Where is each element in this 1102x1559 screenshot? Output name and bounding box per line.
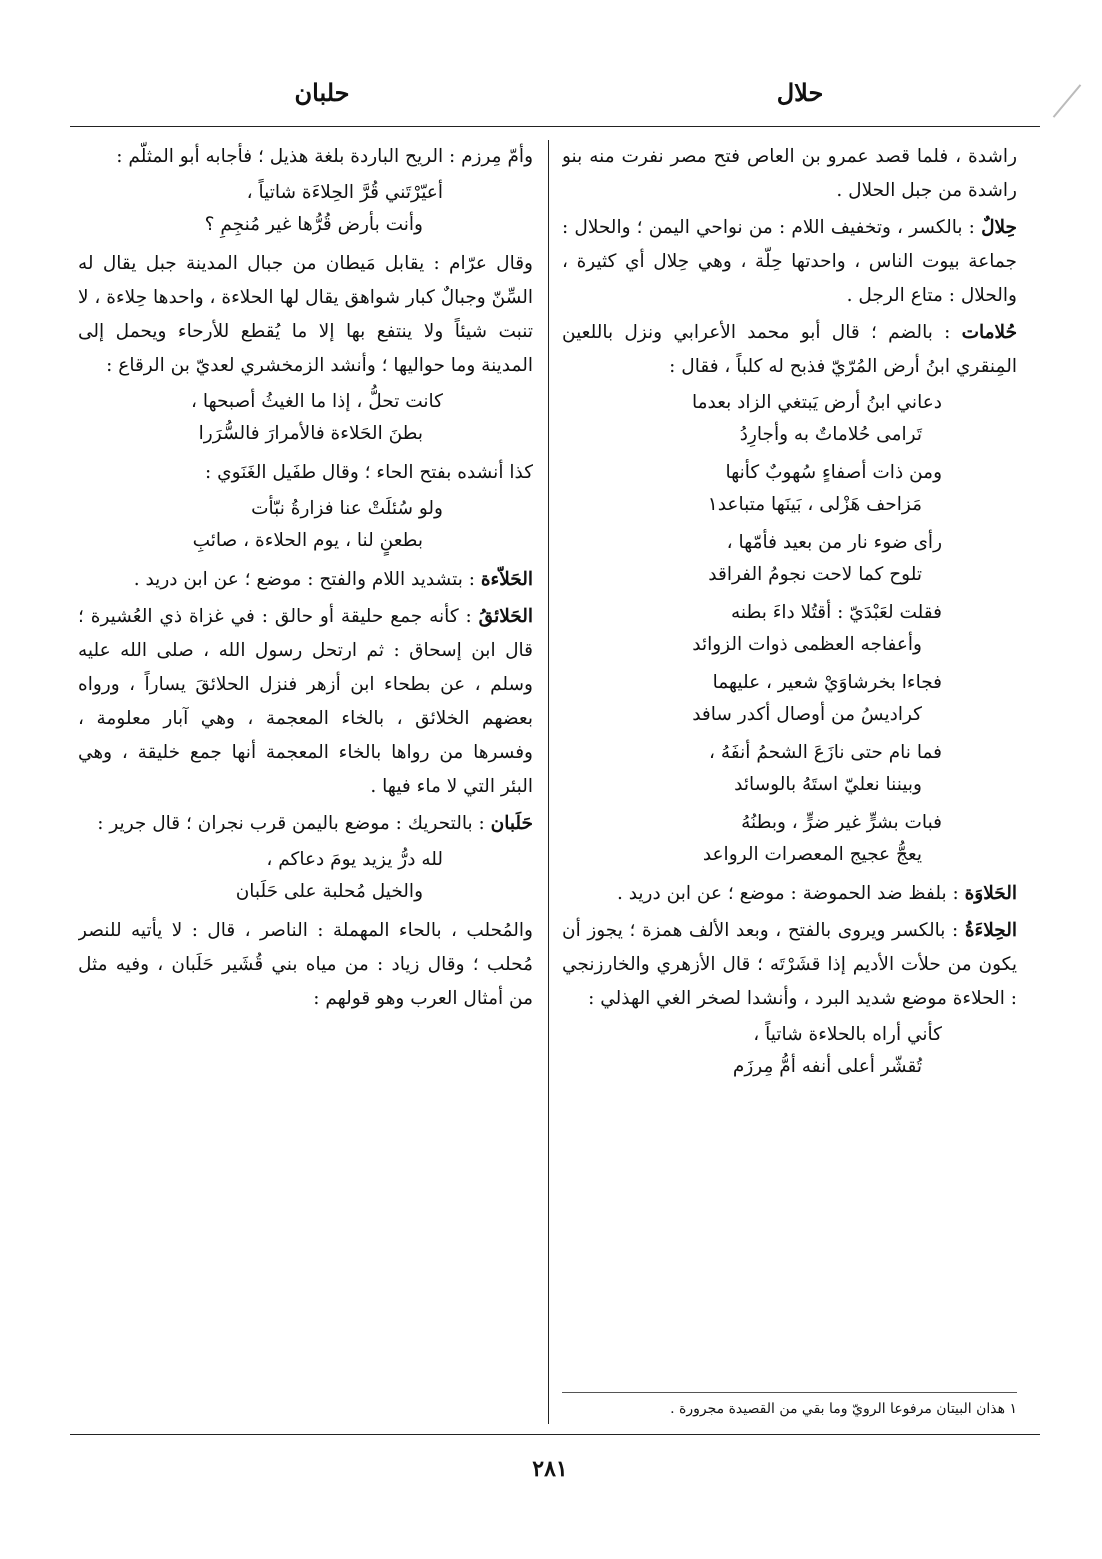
entry-paragraph xyxy=(78,914,533,1016)
verse-second-hemistich: يعجُّ عجيج المعصرات الرواعد xyxy=(702,844,922,865)
headword: الحَلاّءة xyxy=(480,569,533,590)
headword: الحِلاءَةُ xyxy=(964,920,1017,941)
entry-paragraph xyxy=(562,140,1017,208)
verse-second-hemistich: بطعنٍ لنا ، يوم الحلاءة ، صائبِ xyxy=(192,530,423,551)
headword: الحَلاوَة xyxy=(964,883,1017,904)
right-column xyxy=(562,140,1017,1425)
headword: حِلالٌ xyxy=(981,217,1017,238)
verse-first-hemistich: فما نام حتى نازَعَ الشحمُ أنفَهُ ، xyxy=(709,742,942,763)
verse-first-hemistich: فجاءا بخرشاوَيْ شعير ، عليهما xyxy=(712,672,942,693)
footer-rule xyxy=(70,1434,1040,1435)
entry-text: والمُحلب ، بالحاء المهملة : الناصر ، قال : لا يأتيه للنصر مُحلب ؛ وقال زياد : من مياه بني قُشَير حَلَبان ، وفيه مثل من أمثال العرب وهو قولهم : xyxy=(78,920,533,1009)
page-number: ٢٨١ xyxy=(532,1456,568,1482)
verse-second-hemistich: وبيننا نعليّ استَهُ بالوسائد xyxy=(734,774,922,795)
left-column xyxy=(78,140,533,1425)
footnote: ١ هذان البيتان مرفوعا الرويّ وما بقي من القصيدة مجرورة . xyxy=(562,1392,1017,1419)
verse xyxy=(78,177,533,241)
entry-text: : بالكسر ويروى بالفتح ، وبعد الألف همزة ؛ يجوز أن يكون من حلأت الأديم إذا قشَرْتَه ؛ قال الأزهري والخارزنجي : الحلاءة موضع شديد البرد ، وأنشدا لصخر الغي الهذلي : xyxy=(562,920,1017,1009)
entry-paragraph xyxy=(78,563,533,597)
verse-second-hemistich: بطنَ الحَلاءة فالأمرارَ فالسُّرَرا xyxy=(198,423,423,444)
entry-text: : بالتحريك : موضع باليمن قرب نجران ؛ قال جرير : xyxy=(97,813,491,834)
entry-paragraph xyxy=(78,456,533,490)
verse-second-hemistich: والخيل مُحلبة على حَلَبان xyxy=(235,881,423,902)
entry-paragraph xyxy=(78,807,533,841)
verse xyxy=(562,597,1017,661)
verse xyxy=(78,493,533,557)
entry-text: : بالضم ؛ قال أبو محمد الأعرابي ونزل باللعين المِنقري ابنُ أرض المُرّيّ فذبح له كلباً ، فقال : xyxy=(562,322,1017,377)
verse xyxy=(562,387,1017,451)
verse xyxy=(78,844,533,908)
verse-second-hemistich: مَزاحف هَزْلى ، بَينَها متباعد١ xyxy=(707,494,922,515)
verse-first-hemistich: ومن ذات أصفاءٍ سُهوبٌ كأنها xyxy=(725,462,942,483)
verse xyxy=(78,386,533,450)
verse xyxy=(562,737,1017,801)
verse xyxy=(562,457,1017,521)
entry-paragraph xyxy=(78,247,533,383)
verse-second-hemistich: تُقشّر أعلى أنفه أمُّ مِرزَم xyxy=(732,1056,922,1077)
entry-paragraph xyxy=(78,600,533,804)
verse xyxy=(562,807,1017,871)
entry-paragraph xyxy=(562,316,1017,384)
running-header-left: حلبان xyxy=(294,78,350,107)
header-rule xyxy=(70,126,1040,127)
verse-second-hemistich: تَرامى حُلاماتٌ به وأجارِدُ xyxy=(739,424,922,445)
verse-first-hemistich: فبات بشرٍّ غير ضرٍّ ، وبطنُهُ xyxy=(741,812,942,833)
verse-second-hemistich: تلوح كما لاحت نجومُ الفراقد xyxy=(708,564,922,585)
entry-paragraph xyxy=(562,877,1017,911)
entry-text: وقال عرّام : يقابل مَيطان من جبال المدينة جبل يقال له السِّنّ وجبالٌ كبار شواهق يقال لها الحلاءة ، واحدها حِلاءة ، لا تنبت شيئاً ولا ينتفع بها إلا ما يُقطع للأرحاء ويحمل إلى المدينة وما حواليها ؛ وأنشد الزمخشري لعديّ بن الرقاع : xyxy=(78,253,533,376)
verse-first-hemistich: كانت تحلُّ ، إذا ما الغيثُ أصبحها ، xyxy=(190,391,443,412)
headword: الحَلائقُ xyxy=(478,606,533,627)
entry-text: كذا أنشده بفتح الحاء ؛ وقال طفَيل الغَنَوي : xyxy=(205,462,533,483)
verse xyxy=(562,667,1017,731)
entry-text: وأمّ مِرزم : الريح الباردة بلغة هذيل ؛ فأجابه أبو المثلّم : xyxy=(116,146,533,167)
verse-first-hemistich: دعاني ابنُ أرض يَبتغي الزاد بعدما xyxy=(691,392,942,413)
verse xyxy=(562,527,1017,591)
verse-second-hemistich: وأعفاجه العظمى ذوات الزوائد xyxy=(692,634,922,655)
column-divider xyxy=(548,140,549,1424)
verse-first-hemistich: ولو سُئلَتْ عنا فزارةُ نبّأت xyxy=(251,498,443,519)
verse-second-hemistich: كراديسُ من أوصال أكدر سافد xyxy=(692,704,922,725)
entry-text: راشدة ، فلما قصد عمرو بن العاص فتح مصر نفرت منه بنو راشدة من جبل الحلال . xyxy=(562,146,1017,201)
entry-paragraph xyxy=(562,211,1017,313)
running-header-right: حلال xyxy=(776,78,824,107)
entry-paragraph xyxy=(562,914,1017,1016)
verse-first-hemistich: لله درُّ يزيد يومَ دعاكم ، xyxy=(266,849,443,870)
entry-text: : بالكسر ، وتخفيف اللام : من نواحي اليمن ؛ والحلال : جماعة بيوت الناس ، واحدتها حِلّة ، وهي حِلال أي كثيرة ، والحلال : متاع الرجل . xyxy=(562,217,1017,306)
entry-text: : بتشديد اللام والفتح : موضع ؛ عن ابن دريد . xyxy=(133,569,481,590)
verse-first-hemistich: رأى ضوء نار من بعيد فأمّها ، xyxy=(726,532,942,553)
margin-mark xyxy=(1053,84,1082,117)
verse xyxy=(562,1019,1017,1083)
entry-text: : بلفظ ضد الحموضة : موضع ؛ عن ابن دريد . xyxy=(616,883,965,904)
verse-first-hemistich: كأني أراه بالحلاءة شاتياً ، xyxy=(753,1024,942,1045)
verse-first-hemistich: فقلت لعَبْدَيّ : أقتُلا داءَ بطنه xyxy=(731,602,942,623)
entry-paragraph xyxy=(78,140,533,174)
headword: حَلَبان xyxy=(490,813,533,834)
entry-text: : كأنه جمع حليقة أو حالق : في غزاة ذي العُشيرة ؛ قال ابن إسحاق : ثم ارتحل رسول الله ، صلى الله عليه وسلم ، عن بطحاء ابن أزهر فنزل الحلائقَ يساراً ، ورواه بعضهم الخلائق ، بالخاء المعجمة ، وهي آبار معلومة ، وفسرها من رواها بالخاء المعجمة أنها جمع خليقة ، وهي البئر التي لا ماء فيها . xyxy=(78,606,533,797)
verse-second-hemistich: وأنت بأرض قُرُّها غير مُنجِمِ ؟ xyxy=(204,214,423,235)
headword: حُلامات xyxy=(961,322,1017,343)
verse-first-hemistich: أعيّرْتَني قُرَّ الحِلاءَة شاتياً ، xyxy=(246,182,443,203)
